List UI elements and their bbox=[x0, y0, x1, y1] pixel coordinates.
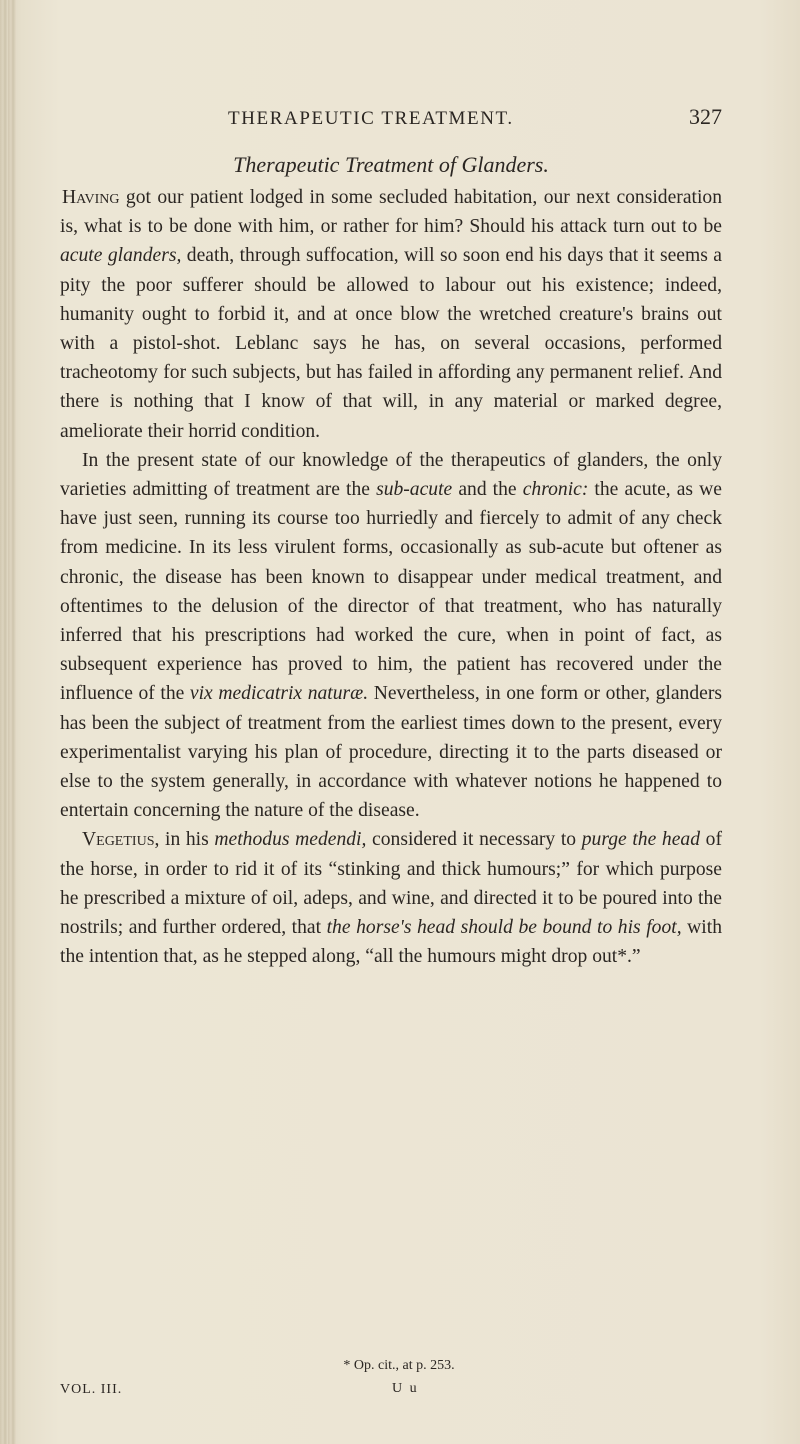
paragraph-1-text-a: got our patient lodged in some secluded habitation, our next consideration is, what is to be done with him, or rather for him? Should his attack turn out to be bbox=[60, 187, 722, 238]
footnote: * Op. cit., at p. 253. bbox=[343, 1358, 455, 1373]
running-title: THERAPEUTIC TREATMENT. bbox=[228, 108, 514, 129]
paragraph-3-italic-c: the horse's head should be bound to his foot, bbox=[326, 917, 682, 939]
paragraph-3-text-a: in his bbox=[159, 829, 215, 851]
paragraph-2-text-c: the acute, as we have just seen, running its course too hurriedly and fiercely to admit of any check from medicine. In its less virulent forms, occasionally as sub-acute but oftener as chronic, the disease has been known to disappear under medical treatment, and oftentimes to the delusion of the director of that treatment, who has naturally inferred that his prescriptions had worked the cure, when in point of fact, as subsequent experience has proved to him, the patient has recovered under the influence of the bbox=[60, 479, 722, 705]
paragraph-2 bbox=[60, 446, 722, 826]
paragraph-2-italic-c: vix medicatrix naturæ. bbox=[189, 683, 369, 705]
volume-label: VOL. III. bbox=[60, 1382, 123, 1397]
running-head bbox=[60, 106, 722, 136]
author-name: Vegetius, bbox=[82, 829, 160, 851]
paragraph-3-text-d: with the intention that, as he stepped along, “all the humours might drop out*.” bbox=[60, 917, 722, 968]
paragraph-3-text-b: considered it necessary to bbox=[366, 829, 582, 851]
book-binding-edge bbox=[0, 0, 16, 1444]
page-number: 327 bbox=[689, 104, 722, 129]
paragraph-3 bbox=[60, 825, 722, 971]
paragraph-2-italic-b: chronic: bbox=[522, 479, 589, 501]
body-text bbox=[60, 183, 722, 971]
paragraph-2-text-b: and the bbox=[452, 479, 523, 501]
paragraph-1-text-b: death, through suffocation, will so soon end his days that it seems a pity the poor sufferer should be allowed to labour out his existence; indeed, humanity ought to forbid it, and at once blow the wretched creature's brains out with a pistol-shot. Leblanc says he has, on several occasions, performed tracheotomy for such subjects, but has failed in affording any permanent relief. And there is nothing that I know of that will, in any material or marked degree, ameliorate their horrid condition. bbox=[60, 245, 722, 442]
signature-mark: U u bbox=[392, 1381, 419, 1396]
paragraph-2-text-d: Nevertheless, in one form or other, glanders has been the subject of treatment from the earliest times down to the present, every experimentalist varying his plan of procedure, directing it to the parts diseased or else to the system generally, in accordance with whatever notions he happened to entertain concerning the nature of the disease. bbox=[60, 683, 722, 822]
paragraph-1-italic-a: acute glanders, bbox=[60, 245, 182, 267]
paragraph-3-text-c: of the horse, in order to rid it of its “stinking and thick humours;” for which purpose he prescribed a mixture of oil, adeps, and wine, and directed it to be poured into the nostrils; and further ordered, that bbox=[60, 829, 722, 939]
paragraph-1 bbox=[60, 183, 722, 446]
paragraph-2-italic-a: sub-acute bbox=[376, 479, 453, 501]
opening-word: Having bbox=[62, 187, 120, 208]
paragraph-3-italic-a: methodus medendi, bbox=[214, 829, 367, 851]
paragraph-3-italic-b: purge the head bbox=[581, 829, 701, 851]
section-title: Therapeutic Treatment of Glanders. bbox=[233, 152, 549, 177]
paragraph-2-text-a: In the present state of our knowledge of the therapeutics of glanders, the only varieties admitting of treatment are the bbox=[60, 449, 722, 501]
